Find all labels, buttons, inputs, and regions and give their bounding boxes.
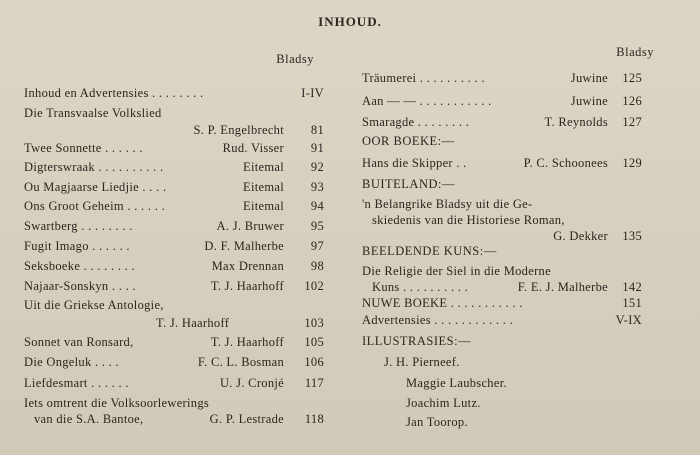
entry-page: 92 [310, 160, 324, 174]
toc-entry [362, 295, 642, 311]
entry-page: 151 [622, 296, 642, 310]
entry-title: Sonnet van Ronsard, [24, 335, 134, 349]
entry-title-line2: skiedenis van die Historiese Roman, [372, 213, 565, 227]
section-heading-illustrasies: ILLUSTRASIES:— [362, 334, 472, 348]
entry-title: Uit die Griekse Antologie, [24, 298, 164, 312]
illustration-artist: J. H. Pierneef. [384, 355, 460, 369]
entry-page: 81 [310, 123, 324, 137]
entry-author: U. J. Cronjé [219, 376, 284, 390]
entry-page: 142 [622, 280, 642, 294]
entry-title: Ons Groot Geheim . . . . . . [24, 199, 166, 213]
toc-entry [362, 263, 642, 295]
entry-author: F. E. J. Malherbe [517, 280, 608, 294]
entry-author: Eitemal [243, 160, 284, 174]
entry-page: 106 [304, 355, 324, 369]
entry-title: Ou Magjaarse Liedjie . . . . [24, 180, 167, 194]
toc-entry [24, 278, 324, 294]
page-title: INHOUD. [318, 14, 382, 29]
entry-page: I-IV [301, 86, 324, 100]
entry-author: G. Dekker [553, 229, 608, 243]
entry-page: 127 [622, 115, 642, 129]
entry-author: F. C. L. Bosman [197, 355, 284, 369]
illustration-artist: Joachim Lutz. [406, 396, 481, 410]
entry-page: 118 [304, 412, 324, 426]
toc-entry [24, 218, 324, 234]
entry-title-line2: van die S.A. Bantoe, [34, 412, 144, 426]
entry-author: Max Drennan [211, 259, 284, 273]
entry-author: Eitemal [243, 180, 284, 194]
entry-page: 98 [310, 259, 324, 273]
toc-entry [24, 85, 324, 101]
entry-title: Advertensies . . . . . . . . . . . . [362, 313, 514, 327]
entry-page: 125 [622, 71, 642, 85]
section-heading-beeldende-kuns: BEELDENDE KUNS:— [362, 244, 497, 258]
entry-title: Iets omtrent die Volksoorlewerings [24, 396, 210, 410]
entry-title: Träumerei . . . . . . . . . . [362, 71, 485, 85]
entry-title-line2: Kuns . . . . . . . . . . [372, 280, 469, 294]
entry-page: 93 [310, 180, 324, 194]
entry-author: P. C. Schoonees [523, 156, 608, 170]
toc-entry [24, 297, 324, 331]
entry-title: Die Ongeluk . . . . [24, 355, 119, 369]
entry-title: Inhoud en Advertensies . . . . . . . . [24, 86, 204, 100]
illustration-artist: Jan Toorop. [406, 415, 468, 429]
entry-page: 117 [304, 376, 324, 390]
toc-entry [24, 140, 324, 156]
entry-author: Juwine [570, 71, 608, 85]
toc-entry [24, 354, 324, 370]
section-heading-oor-boeke: OOR BOEKE:— [362, 134, 455, 148]
entry-title: Fugit Imago . . . . . . [24, 239, 130, 253]
entry-page: 91 [310, 141, 324, 155]
entry-author: T. J. Haarhoff [210, 335, 284, 349]
entry-title: Digterswraak . . . . . . . . . . [24, 160, 164, 174]
entry-author: T. Reynolds [544, 115, 608, 129]
entry-page: 102 [304, 279, 324, 293]
toc-entry [24, 395, 324, 427]
toc-entry [362, 312, 642, 328]
entry-page: 129 [622, 156, 642, 170]
entry-page: 135 [622, 229, 642, 243]
toc-entry [362, 114, 642, 130]
entry-author: Rud. Visser [222, 141, 284, 155]
section-heading-buiteland: BUITELAND:— [362, 177, 455, 191]
entry-title: Swartberg . . . . . . . . [24, 219, 133, 233]
entry-title: Smaragde . . . . . . . . [362, 115, 470, 129]
entry-title: Seksboeke . . . . . . . . [24, 259, 135, 273]
entry-page: 95 [310, 219, 324, 233]
entry-author: T. J. Haarhoff [210, 279, 284, 293]
entry-title: Twee Sonnette . . . . . . [24, 141, 143, 155]
entry-author: D. F. Malherbe [204, 239, 284, 253]
toc-entry [24, 198, 324, 214]
toc-entry [362, 70, 642, 86]
entry-page: 103 [304, 316, 324, 330]
entry-page: 94 [310, 199, 324, 213]
toc-entry [24, 105, 324, 138]
entry-title: Najaar-Sonskyn . . . . [24, 279, 136, 293]
entry-title: Aan — — . . . . . . . . . . . [362, 94, 492, 108]
entry-author: T. J. Haarhoff [156, 316, 230, 330]
illustration-artist: Maggie Laubscher. [406, 376, 507, 390]
entry-title: Liefdesmart . . . . . . [24, 376, 129, 390]
toc-entry [24, 179, 324, 195]
toc-entry [362, 155, 642, 171]
entry-title: Die Religie der Siel in die Moderne [362, 264, 551, 278]
toc-entry [24, 334, 324, 350]
toc-entry [24, 258, 324, 274]
toc-entry [362, 93, 642, 109]
entry-author: S. P. Engelbrecht [193, 123, 284, 137]
entry-author: Eitemal [243, 199, 284, 213]
toc-entry [24, 375, 324, 391]
entry-author: A. J. Bruwer [216, 219, 284, 233]
left-bladsy-header: Bladsy [276, 52, 314, 66]
toc-entry [24, 238, 324, 254]
entry-title: 'n Belangrike Bladsy uit die Ge- [362, 197, 533, 211]
entry-page: 105 [304, 335, 324, 349]
right-bladsy-header: Bladsy [616, 45, 654, 59]
entry-page: V-IX [615, 313, 642, 327]
toc-entry [362, 196, 642, 244]
entry-author: G. P. Lestrade [209, 412, 284, 426]
entry-author: Juwine [570, 94, 608, 108]
entry-page: 97 [310, 239, 324, 253]
toc-entry [24, 159, 324, 175]
entry-page: 126 [622, 94, 642, 108]
entry-title: NUWE BOEKE . . . . . . . . . . . [362, 296, 523, 310]
entry-title: Die Transvaalse Volkslied [24, 106, 162, 120]
entry-title: Hans die Skipper . . [362, 156, 467, 170]
